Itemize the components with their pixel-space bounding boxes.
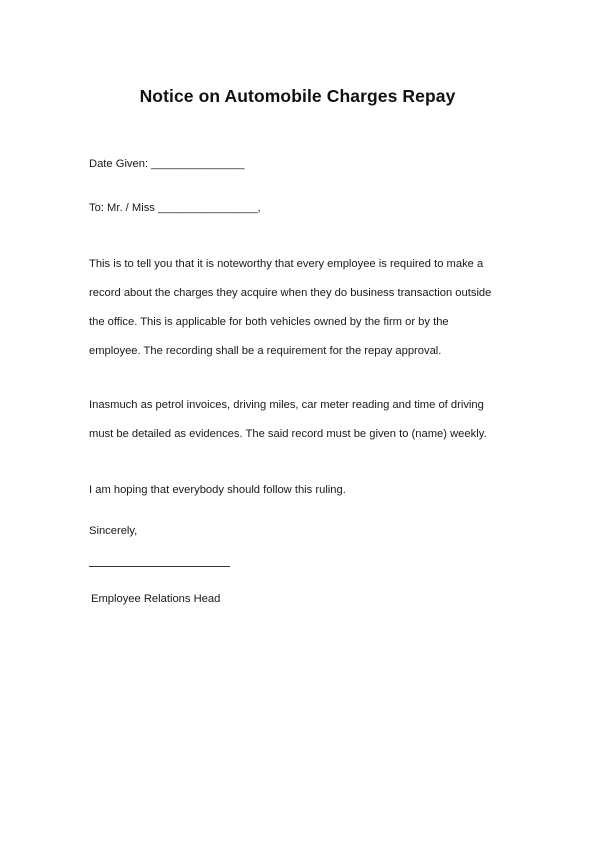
paragraph-line: This is to tell you that it is noteworthy that every employee is required to make a <box>89 258 484 270</box>
signature-title: Employee Relations Head <box>91 593 221 605</box>
signature-line <box>89 566 230 567</box>
date-given-line: Date Given: _______________ <box>89 158 245 170</box>
paragraph-evidence <box>89 398 487 456</box>
document-title: Notice on Automobile Charges Repay <box>139 86 456 106</box>
paragraph-line: record about the charges they acquire when they do business transaction outside <box>89 287 492 299</box>
salutation: Sincerely, <box>89 525 138 537</box>
paragraph-line: must be detailed as evidences. The said record must be given to (name) weekly. <box>89 428 487 440</box>
paragraph-requirement <box>89 257 491 373</box>
paragraph-line: employee. The recording shall be a requirement for the repay approval. <box>89 345 442 357</box>
paragraph-line: Inasmuch as petrol invoices, driving miles, car meter reading and time of driving <box>89 399 484 411</box>
closing-sentence: I am hoping that everybody should follow this ruling. <box>89 484 346 496</box>
paragraph-line: the office. This is applicable for both vehicles owned by the firm or by the <box>89 316 449 328</box>
recipient-line: To: Mr. / Miss ________________, <box>89 202 261 214</box>
